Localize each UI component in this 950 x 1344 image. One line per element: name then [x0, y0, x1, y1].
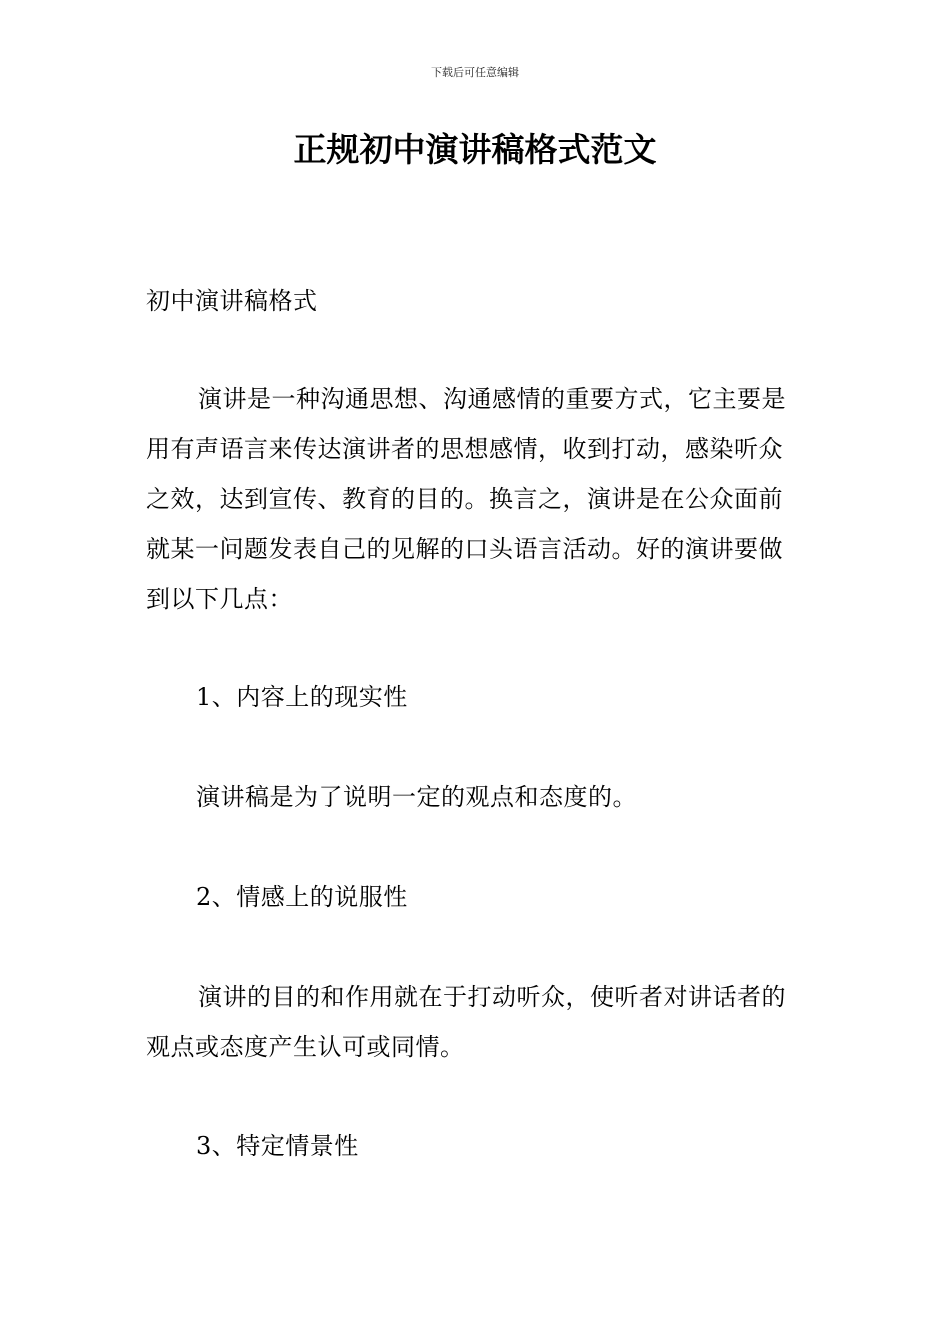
point1-body: 演讲稿是为了说明一定的观点和态度的。	[196, 783, 637, 811]
point3-heading: 3、特定情景性	[196, 1132, 359, 1160]
point2-body: 演讲的目的和作用就在于打动听众，使听者对讲话者的观点或态度产生认可或同情。	[146, 983, 786, 1061]
intro-paragraph: 演讲是一种沟通思想、沟通感情的重要方式，它主要是用有声语言来传达演讲者的思想感情，收到打动，感染听众之效，达到宣传、教育的目的。换言之，演讲是在公众面前就某一问题发表自己的见解的口头语言活动。好的演讲要做到以下几点：	[146, 385, 786, 613]
document-subtitle: 初中演讲稿格式	[146, 287, 318, 315]
document-title: 正规初中演讲稿格式范文	[293, 130, 657, 169]
point2-heading: 2、情感上的说服性	[196, 883, 408, 911]
header-note: 下载后可任意编辑	[431, 66, 519, 79]
point1-heading: 1、内容上的现实性	[196, 683, 408, 711]
